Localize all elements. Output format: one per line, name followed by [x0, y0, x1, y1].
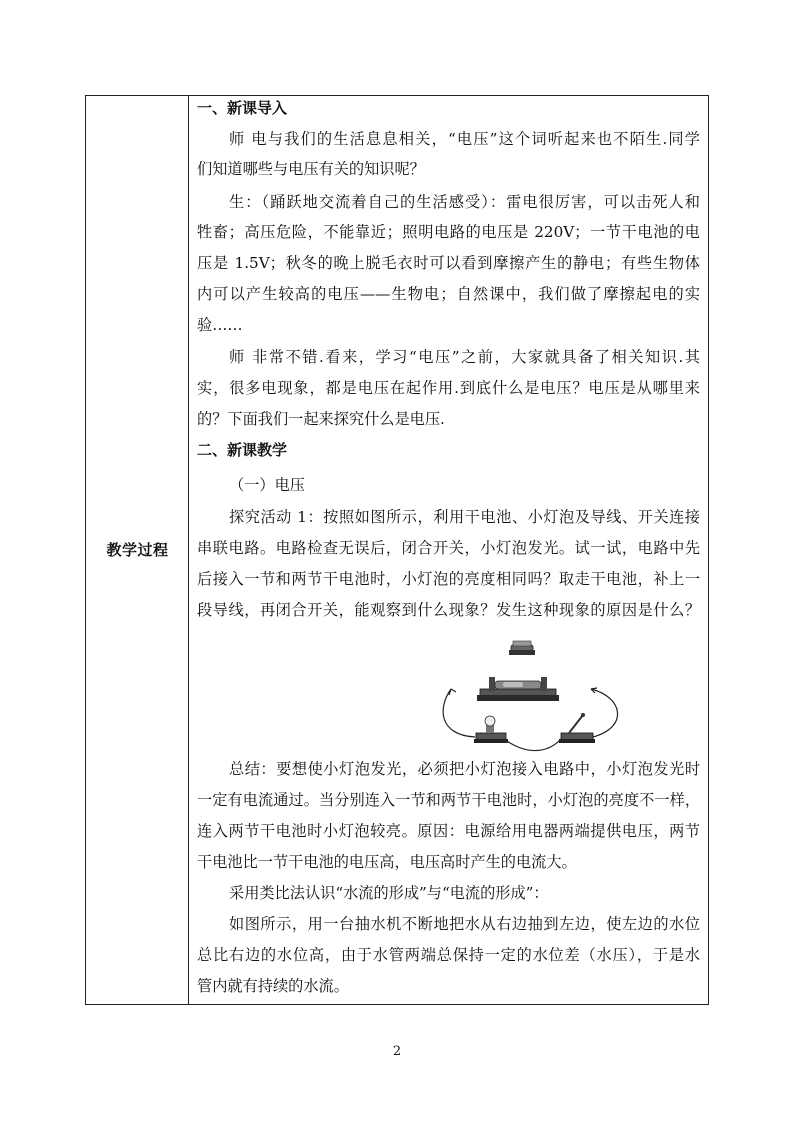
s1-p2-line2: 牲畜；高压危险，不能靠近；照明电路的电压是 220V；一节干电池的电: [197, 223, 700, 241]
section1-heading: 一、新课导入: [197, 99, 288, 117]
wire-bottom: [507, 739, 561, 751]
section2-subheading: （一）电压: [229, 476, 305, 494]
wire-right: [591, 689, 618, 737]
s2-p4-line1: 如图所示，用一台抽水机不断地把水从右边抽到左边，使左边的水位: [229, 915, 700, 933]
battery-icon: [509, 641, 535, 655]
s2-p1-line2: 串联电路。电路检查无误后，闭合开关，小灯泡发光。试一试，电路中先: [197, 539, 700, 557]
s2-p2-line4: 干电池比一节干电池的电压高，电压高时产生的电流大。: [197, 853, 577, 871]
battery-holder-icon: [477, 677, 559, 701]
s2-p3-line1: 采用类比法认识“水流的形成”与“电流的形成”：: [229, 884, 549, 902]
s1-p2-line3: 压是 1.5V；秋冬的晚上脱毛衣时可以看到摩擦产生的静电；有些生物体: [197, 254, 700, 272]
section2-heading: 二、新课教学: [197, 441, 288, 459]
s2-p2-line1: 总结：要想使小灯泡发光，必须把小灯泡接入电路中，小灯泡发光时: [229, 760, 700, 778]
bulb-icon: [474, 716, 508, 743]
s1-p3-line1: 师 非常不错.看来，学习“电压”之前，大家就具备了相关知识.其: [229, 348, 700, 366]
teaching-process-label: 教学过程: [106, 541, 169, 559]
s1-p1-line2: 们知道哪些与电压有关的知识呢？: [197, 160, 425, 178]
s1-p3-line2: 实，很多电现象，都是电压在起作用.到底什么是电压？电压是从哪里来: [197, 379, 700, 397]
s2-p2-line3: 连入两节干电池时小灯泡较亮。原因：电源给用电器两端提供电压，两节: [197, 822, 700, 840]
s1-p2-line5: 验……: [197, 316, 243, 334]
s2-p2-line2: 一定有电流通过。当分别连入一节和两节干电池时，小灯泡的亮度不一样，: [197, 791, 700, 809]
s2-p1-line4: 段导线，再闭合开关，能观察到什么现象？发生这种现象的原因是什么？: [197, 601, 700, 619]
s2-p1-line3: 后接入一节和两节干电池时，小灯泡的亮度相同吗？取走干电池，补上一: [197, 570, 700, 588]
s2-p4-line3: 管内就有持续的水流。: [197, 977, 349, 995]
wire-left: [443, 689, 475, 737]
lesson-table: [85, 95, 709, 1005]
s1-p1-line1: 师 电与我们的生活息息相关，“电压”这个词听起来也不陌生.同学: [229, 130, 700, 148]
s2-p1-line1: 探究活动 1：按照如图所示，利用干电池、小灯泡及导线、开关连接: [229, 508, 700, 526]
switch-icon: [559, 713, 595, 743]
s1-p3-line3: 的？下面我们一起来探究什么是电压.: [197, 410, 445, 428]
s1-p2-line4: 内可以产生较高的电压——生物电；自然课中，我们做了摩擦起电的实: [197, 285, 700, 303]
page-number: 2: [392, 1044, 402, 1059]
circuit-illustration: [433, 637, 643, 754]
s1-p2-line1: 生：（踊跃地交流着自己的生活感受）：雷电很厉害，可以击死人和: [229, 193, 700, 211]
label-column: [86, 96, 189, 1004]
s2-p4-line2: 总比右边的水位高，由于水管两端总保持一定的水位差（水压），于是水: [197, 946, 700, 964]
content-column: [189, 96, 708, 1004]
